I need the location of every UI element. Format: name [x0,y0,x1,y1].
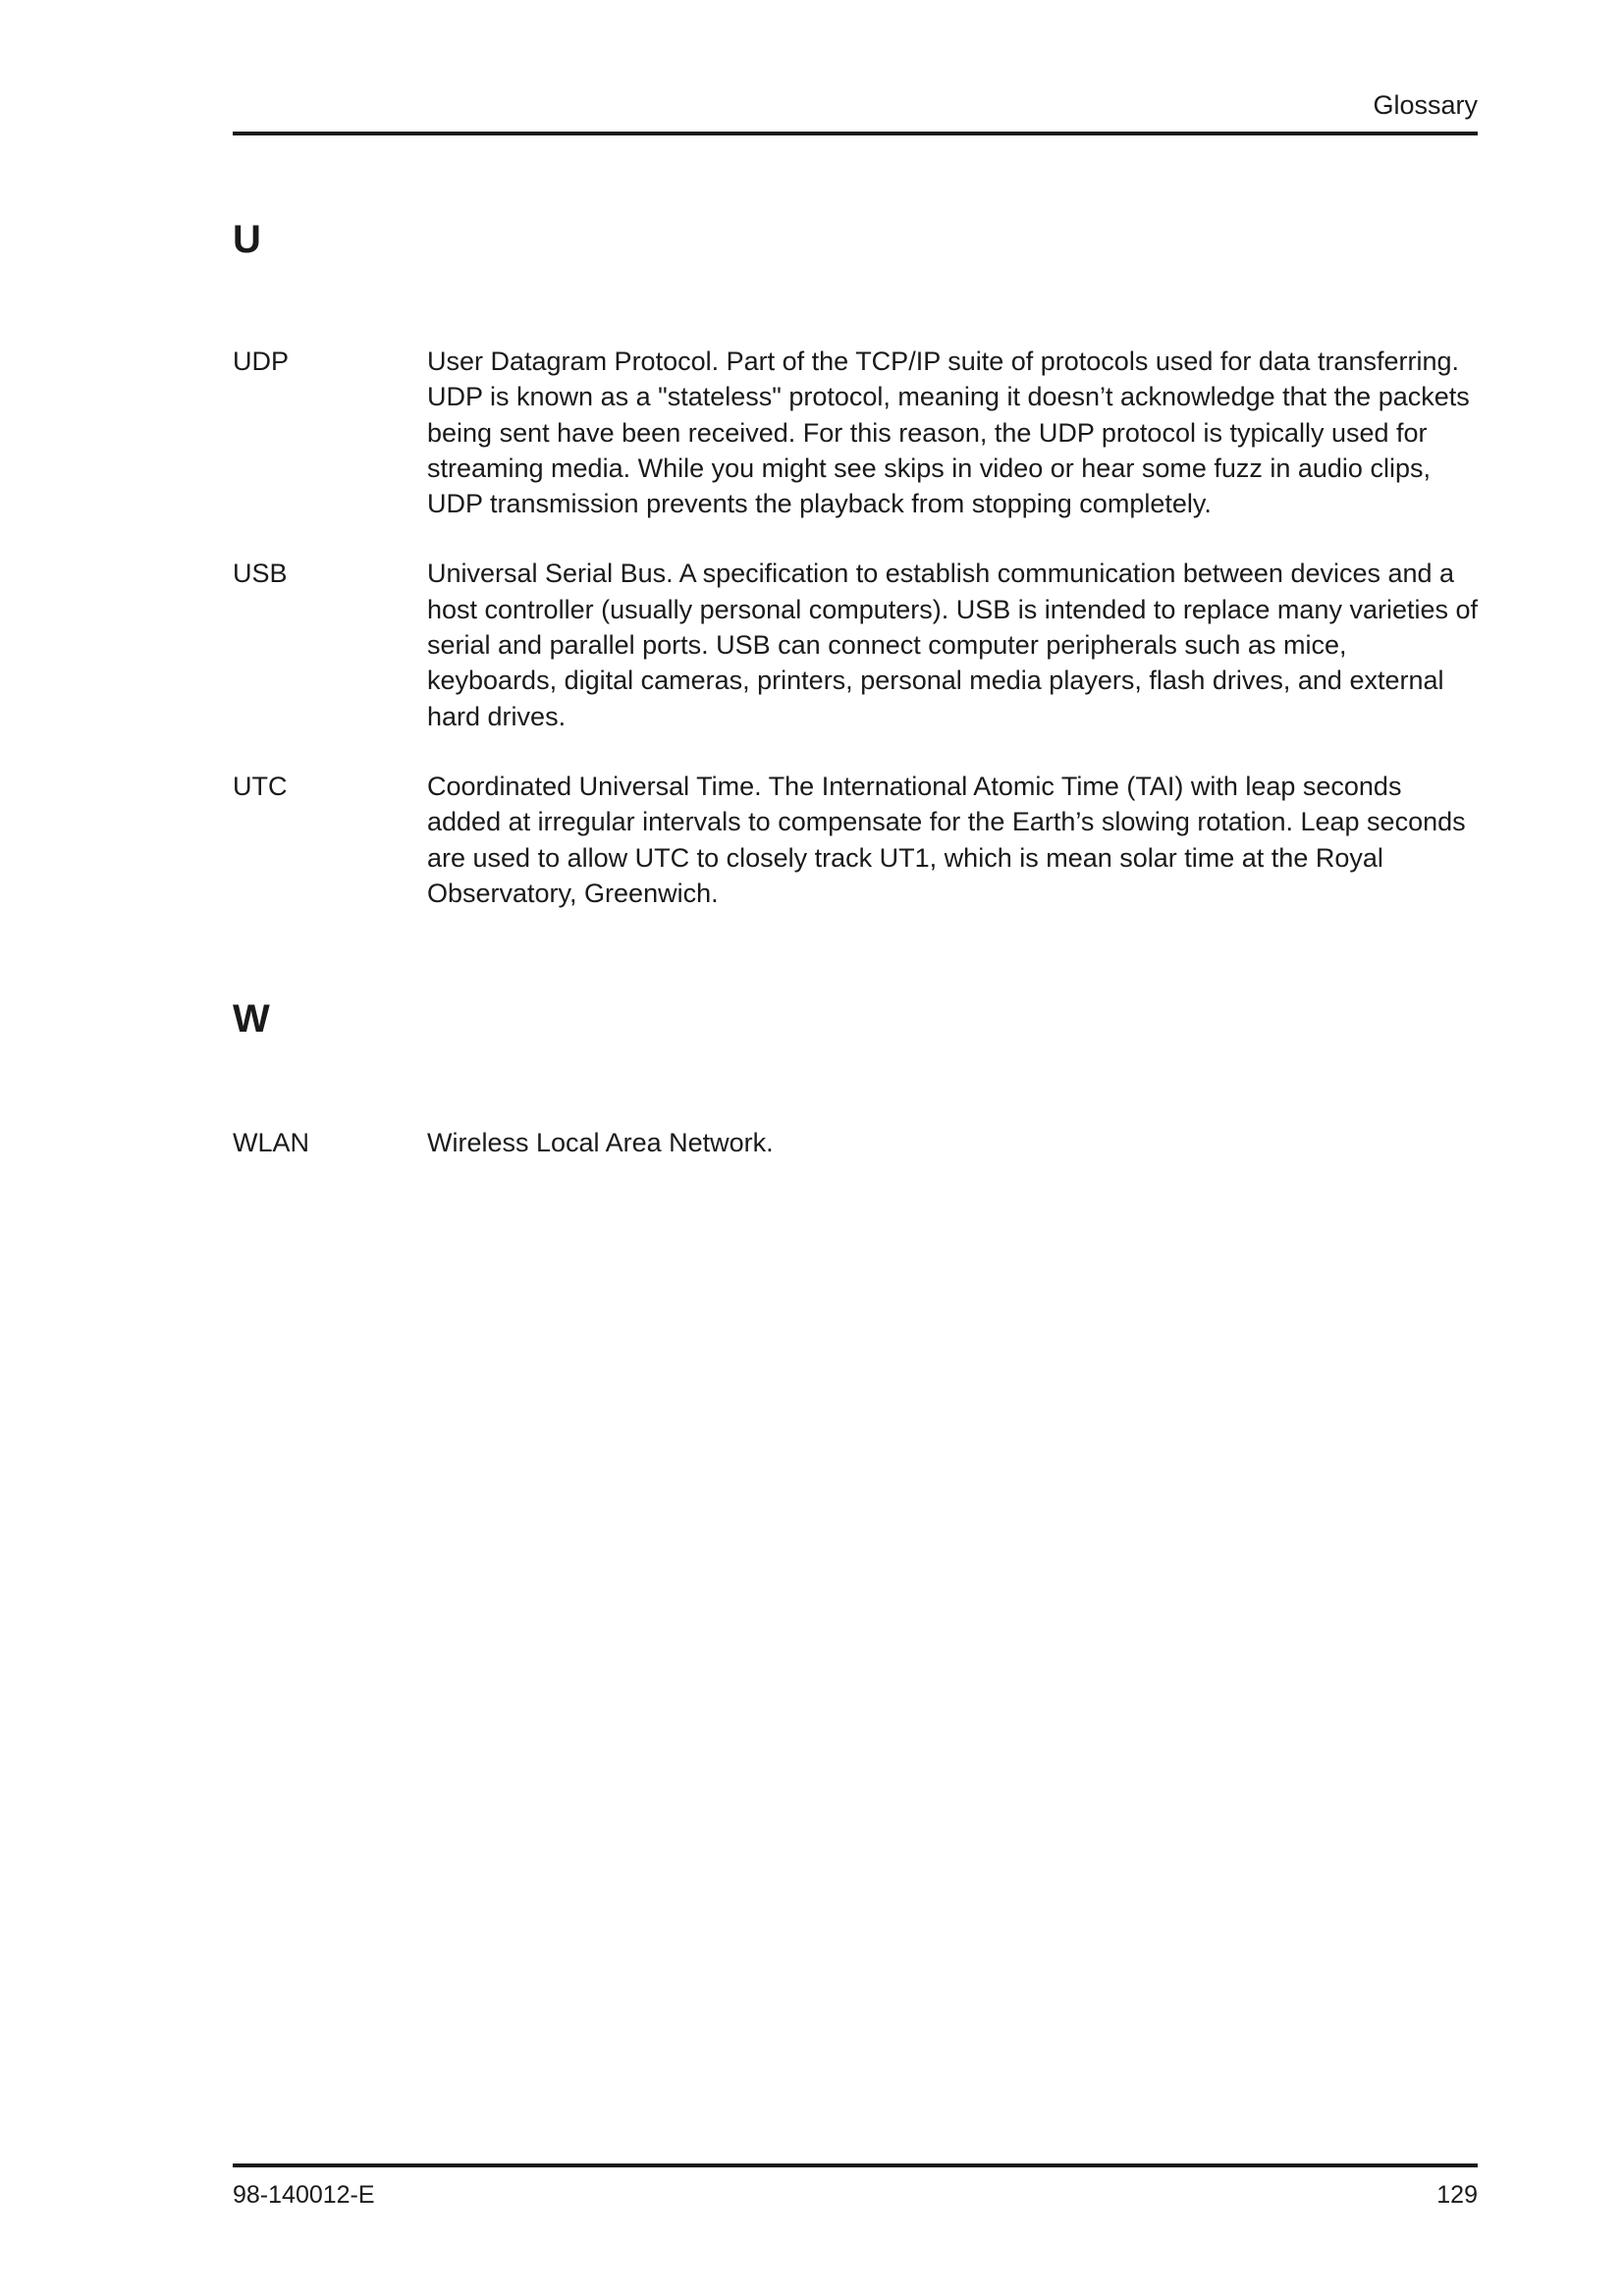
glossary-term: UTC [233,771,288,801]
document-number: 98-140012-E [233,2181,375,2209]
glossary-entry-utc [233,769,1478,911]
glossary-definition: User Datagram Protocol. Part of the TCP/IP suite of protocols used for data transferring. UDP is known as a "stateless" protocol, meaning it doesn’t acknowledge that the packets being sent have been received. For this reason, the UDP protocol is typically used for streaming media. While you might see skips in video or hear some fuzz in audio clips, UDP transmission prevents the playback from stopping completely. [427,347,1470,519]
page-footer [233,2163,1478,2216]
section-letter-u: U [233,218,261,261]
glossary-definition: Wireless Local Area Network. [427,1128,774,1158]
header-title: Glossary [1373,90,1478,120]
glossary-content [233,220,1478,1195]
glossary-entry-udp [233,344,1478,521]
glossary-term: WLAN [233,1128,310,1158]
glossary-entry-wlan [233,1125,1478,1160]
glossary-term: USB [233,559,288,589]
page-header [233,86,1478,135]
glossary-definition: Coordinated Universal Time. The International Atomic Time (TAI) with leap seconds added at irregular intervals to compensate for the Earth’s slowing rotation. Leap seconds are used to allow UTC to closely track UT1, which is mean solar time at the Royal Observatory, Greenwich. [427,771,1466,908]
page-number: 129 [1436,2181,1478,2209]
glossary-term: UDP [233,347,290,376]
section-letter-w: W [233,997,270,1041]
glossary-definition: Universal Serial Bus. A specification to establish communication between devices and a host controller (usually personal computers). USB is intended to replace many varieties of serial and parallel ports. USB can connect computer peripherals such as mice, keyboards, digital cameras, printers, personal media players, flash drives, and external hard drives. [427,559,1479,731]
glossary-entry-usb [233,556,1478,733]
